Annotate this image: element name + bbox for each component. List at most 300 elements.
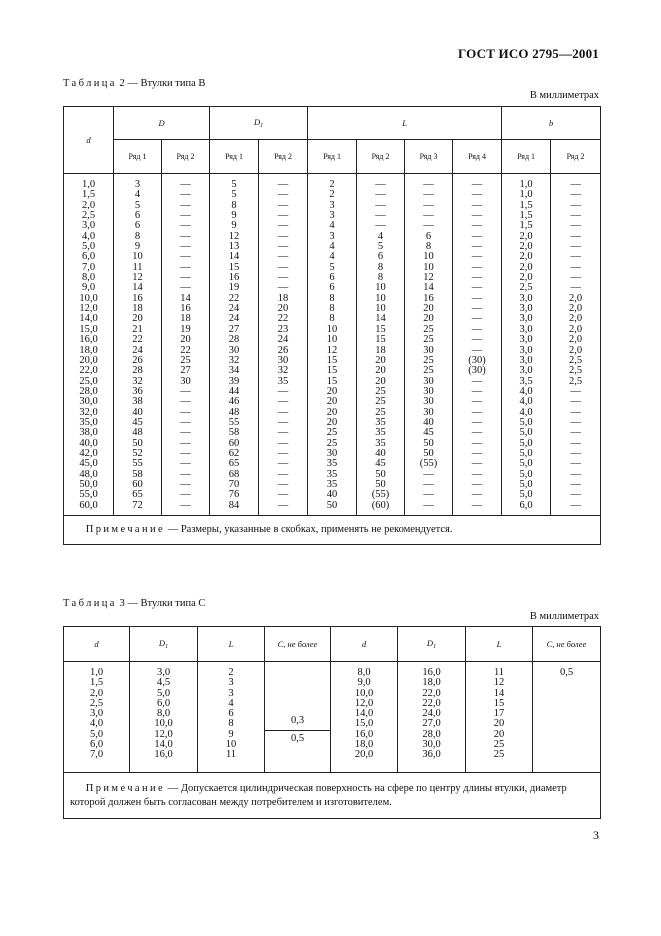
t2-cell: 25 [375, 406, 386, 418]
t2-col-D-r1 [114, 174, 162, 516]
t2-cell: — [180, 489, 191, 501]
t2-cell: 2,5 [519, 282, 533, 294]
t3-cell: 17 [493, 708, 505, 720]
t2-cell: — [180, 179, 191, 190]
t2-cell: 2,0 [519, 230, 533, 242]
t2-cell: — [471, 303, 483, 315]
t2-cell: 5,0 [519, 427, 533, 439]
t3-cell: 2,0 [89, 687, 104, 699]
t2-cell: 15 [326, 375, 338, 387]
t2-cell: 30,0 [79, 396, 98, 408]
t2-cell: 4 [329, 251, 335, 263]
t2-cell: — [180, 458, 191, 470]
t2-cell: 2,0 [569, 303, 583, 315]
t3-col-C-right: 0,5 [533, 662, 601, 773]
t2-cell: — [471, 458, 483, 470]
t2-cell: 32 [228, 354, 240, 366]
t2-cell: 15 [375, 323, 386, 335]
t2-cell: 19 [228, 282, 240, 294]
t2-cell: 18 [180, 313, 191, 325]
t2-cell: 14,0 [79, 313, 98, 325]
t2-cell: 32 [132, 375, 143, 387]
t2-cell: 55,0 [79, 489, 98, 501]
t2-cell: — [471, 282, 483, 294]
t2-cell: — [423, 179, 434, 190]
t2-cell: 6 [329, 282, 335, 294]
t2-cell: 22,0 [79, 365, 98, 377]
t2-cell: 2,5 [569, 354, 583, 366]
t2-cell: — [570, 458, 581, 470]
t2-col-D1-r2 [259, 174, 308, 516]
t2-head-d: d [64, 107, 114, 174]
t2-cell: 5,0 [519, 468, 533, 480]
t2-cell: — [180, 230, 191, 242]
t2-cell: 36 [132, 385, 143, 397]
t3-cell: 3,0 [156, 667, 171, 678]
t2-cell: 26 [277, 344, 289, 356]
t2-cell: 13 [228, 241, 240, 253]
t2-cell: — [570, 489, 581, 501]
t3-col-d-right [331, 662, 398, 773]
t3-cell: 20,0 [354, 749, 374, 761]
t2-cell: 25 [423, 354, 434, 366]
t2-cell: — [277, 385, 289, 397]
t2-cell: 35 [375, 427, 386, 439]
t2-cell: 4,0 [519, 396, 533, 408]
t2-head-D1-sub: 1 [260, 123, 264, 129]
table2-units: В миллиметрах [529, 90, 599, 101]
t3-col-d-left [64, 662, 130, 773]
t2-cell: 50 [375, 468, 386, 480]
t2-cell: (30) [468, 354, 486, 366]
t2-cell: 25 [326, 437, 338, 449]
t3-cell: 16,0 [422, 667, 441, 678]
t2-head-b: b [502, 107, 601, 140]
t2-cell: 25 [180, 354, 191, 366]
t3-head-D1-right-sub: 1 [433, 644, 437, 650]
t3-cell: 16,0 [154, 749, 173, 761]
t3-cell: 8,0 [357, 667, 371, 678]
t2-cell: 35 [375, 416, 386, 428]
t2-col-b-r2 [551, 174, 601, 516]
t2-cell: 2,0 [569, 334, 583, 346]
table2-caption-prefix: Таблица [63, 78, 117, 89]
t2-cell: 30 [423, 406, 434, 418]
t2-cell: 28 [228, 334, 240, 346]
t2-cell: 20 [180, 334, 191, 346]
document-header: ГОСТ ИСО 2795—2001 [458, 46, 599, 61]
t2-cell: — [277, 179, 289, 190]
t2-cell: — [423, 210, 434, 222]
t3-cell: 20 [493, 718, 505, 730]
t2-cell: 22 [277, 313, 289, 325]
t2-cell: 5,0 [81, 241, 96, 253]
t2-cell: 9 [134, 241, 141, 253]
t2-cell: 3 [329, 210, 335, 222]
t2-cell: 22 [132, 334, 143, 346]
t2-cell: 55 [132, 458, 143, 470]
t2-cell: 60,0 [79, 499, 98, 511]
t2-cell: — [471, 334, 483, 346]
t2-cell: 5 [231, 189, 237, 201]
t2-cell: — [471, 385, 483, 397]
t3-head-C-right: C, не более [533, 627, 601, 662]
t2-cell: 6 [425, 230, 432, 242]
t2-cell: 3,0 [519, 323, 533, 335]
t2-cell: 35 [375, 437, 386, 449]
t2-cell: 27 [180, 365, 191, 377]
t2-cell: 2,5 [569, 375, 583, 387]
t2-cell: 30 [423, 375, 434, 387]
t2-cell: 5,0 [519, 416, 533, 428]
t2-cell: 40 [423, 416, 434, 428]
t2-sub-6: Ряд 3 [405, 140, 453, 174]
t2-cell: — [277, 437, 289, 449]
t2-cell: 40 [132, 406, 143, 418]
t2-cell: 3,0 [519, 313, 533, 325]
t2-head-L: L [308, 107, 502, 140]
t2-cell: 25 [326, 427, 338, 439]
t2-cell: — [471, 375, 483, 387]
t2-cell: — [277, 230, 289, 242]
t2-col-b-r1 [502, 174, 551, 516]
t2-cell: — [180, 447, 191, 459]
t2-cell: — [180, 251, 191, 263]
t2-cell: 12 [326, 344, 338, 356]
t2-cell: — [277, 199, 289, 211]
t3-note-prefix: Примечание [85, 782, 166, 794]
t2-cell: 20 [423, 313, 434, 325]
t3-cell: 6,0 [156, 697, 171, 709]
t2-cell: 20,0 [79, 354, 98, 366]
t2-cell: — [471, 468, 483, 480]
t3-cell: 4,0 [89, 718, 104, 730]
t3-cell: 12 [493, 677, 505, 689]
t2-cell: 3,0 [519, 344, 533, 356]
t3-cell: 30,0 [422, 739, 441, 751]
t3-cell: 3 [228, 687, 234, 699]
t3-C-left-1: 0,3 [265, 662, 330, 731]
t2-cell: — [277, 241, 289, 253]
t2-cell: 25 [423, 323, 434, 335]
t3-cell: 3,0 [89, 708, 104, 720]
t2-cell: 15 [228, 261, 240, 273]
t2-cell: 3,5 [519, 375, 533, 387]
t2-cell: 48,0 [79, 468, 98, 480]
t3-head-D1-left-sub: 1 [165, 644, 169, 650]
t2-sub-2: Ряд 1 [210, 140, 259, 174]
t2-cell: 9 [231, 220, 237, 232]
t2-cell: — [180, 241, 191, 253]
t3-body-row [64, 662, 601, 773]
t2-cell: — [180, 189, 191, 201]
t2-cell: — [277, 210, 289, 222]
t2-cell: 52 [132, 447, 143, 459]
t2-cell: 18 [132, 303, 143, 315]
t2-cell: — [180, 406, 191, 418]
t2-cell: — [277, 272, 289, 284]
t2-cell: 45,0 [79, 458, 98, 470]
t2-cell: 14 [180, 292, 191, 304]
table3-caption-prefix: Таблица [63, 598, 117, 609]
t2-cell: — [277, 251, 289, 263]
t2-cell: 5,0 [519, 437, 533, 449]
t2-cell: 10 [326, 334, 338, 346]
t2-cell: 8 [377, 261, 384, 273]
t2-cell: — [570, 468, 581, 480]
t2-cell: 25,0 [79, 375, 98, 387]
t2-cell: 10,0 [79, 292, 98, 304]
t3-C-left-2: 0,5 [290, 733, 305, 744]
t2-cell: — [180, 220, 191, 232]
t3-cell: 25 [493, 749, 505, 761]
t3-cell: 2,5 [89, 697, 104, 709]
t2-cell: — [180, 396, 191, 408]
t2-cell: 45 [132, 416, 143, 428]
t2-sub-9: Ряд 2 [551, 140, 601, 174]
t2-cell: 60 [132, 478, 143, 490]
t3-cell: 18,0 [422, 677, 441, 689]
t2-cell: — [471, 396, 483, 408]
t2-sub-1: Ряд 2 [162, 140, 210, 174]
t2-cell: — [180, 478, 191, 490]
t2-cell: — [570, 499, 581, 511]
t2-cell: — [180, 437, 191, 449]
t2-cell: 39 [228, 375, 240, 387]
t2-cell: 50 [423, 437, 434, 449]
t3-cell: 25 [493, 739, 505, 751]
t2-cell: 32,0 [79, 406, 98, 418]
t2-cell: 2,0 [519, 272, 533, 284]
t2-cell: — [423, 468, 434, 480]
t2-cell: 23 [277, 323, 289, 335]
t2-cell: — [570, 427, 581, 439]
t2-cell: — [570, 385, 581, 397]
t2-cell: 30 [423, 344, 434, 356]
t2-cell: — [570, 241, 581, 253]
t2-note [64, 516, 601, 545]
t2-sub-3: Ряд 2 [259, 140, 308, 174]
t2-cell: 30 [423, 396, 434, 408]
t2-body-row [64, 174, 601, 516]
t2-cell: 2,5 [81, 210, 96, 222]
t2-cell: — [471, 230, 483, 242]
t2-cell: 16 [423, 292, 434, 304]
t2-cell: 6,0 [81, 251, 96, 263]
t2-cell: 40 [375, 447, 386, 459]
t2-col-D-r2 [162, 174, 210, 516]
t2-cell: — [375, 199, 386, 211]
t2-cell: 5 [377, 241, 384, 253]
t2-cell: 44 [228, 385, 240, 397]
t2-cell: — [471, 489, 483, 501]
t2-cell: 3 [329, 199, 335, 211]
t2-col-L-r4 [453, 174, 502, 516]
t3-cell: 15 [493, 697, 505, 709]
t2-cell: — [570, 199, 581, 211]
t2-cell: 1,5 [81, 189, 96, 201]
t2-cell: — [423, 478, 434, 490]
t3-head-D1-right [398, 627, 466, 662]
t2-cell: 12,0 [79, 303, 98, 315]
t2-cell: 20 [326, 406, 338, 418]
t2-cell: — [180, 468, 191, 480]
t3-col-L-left [198, 662, 265, 773]
t3-cell: 14,0 [354, 708, 374, 720]
t2-cell: 18 [375, 344, 386, 356]
t3-cell: 11 [225, 749, 237, 761]
t3-cell: 7,0 [89, 749, 104, 761]
t2-cell: — [570, 272, 581, 284]
t2-cell: — [471, 406, 483, 418]
t2-cell: 4,0 [519, 406, 533, 418]
t2-cell: 4,0 [81, 230, 96, 242]
t3-cell: 1,5 [89, 677, 104, 689]
t2-cell: 20 [423, 303, 434, 315]
t2-cell: — [570, 230, 581, 242]
t2-cell: 16,0 [79, 334, 98, 346]
t3-cell: 5,0 [89, 728, 104, 740]
t3-head-d-left: d [64, 627, 130, 662]
t2-sub-5: Ряд 2 [357, 140, 405, 174]
t2-cell: 24 [132, 344, 143, 356]
t2-cell: 2,0 [81, 199, 96, 211]
t2-cell: 15 [375, 334, 386, 346]
t3-cell: 9 [228, 728, 234, 740]
t2-cell: 25 [375, 385, 386, 397]
t2-cell: 2 [329, 179, 335, 190]
t2-cell: 20 [375, 365, 386, 377]
t2-cell: — [471, 189, 483, 201]
t2-cell: — [471, 447, 483, 459]
t3-cell: 2 [228, 667, 234, 678]
t3-cell: 8,0 [156, 708, 171, 720]
t2-cell: 14 [375, 313, 386, 325]
t3-cell: 16,0 [354, 728, 374, 740]
t2-cell: — [471, 272, 483, 284]
t2-note-text: — Размеры, указанные в скобках, применять не рекомендуется. [165, 524, 453, 535]
t2-cell: 7,0 [81, 261, 96, 273]
t2-cell: 28,0 [79, 385, 98, 397]
t3-cell: 15,0 [354, 718, 374, 730]
t2-cell: 30 [277, 354, 289, 366]
t2-col-D1-r1 [210, 174, 259, 516]
t2-cell: 4 [329, 220, 335, 232]
t3-cell: 1,0 [89, 667, 104, 678]
t2-cell: — [471, 251, 483, 263]
t2-cell: — [471, 416, 483, 428]
t2-cell: — [471, 199, 483, 211]
t2-cell: 8 [425, 241, 432, 253]
t2-cell: 16 [180, 303, 191, 315]
t2-cell: 18 [277, 292, 289, 304]
t2-cell: — [471, 478, 483, 490]
t2-cell: 22 [180, 344, 191, 356]
t2-cell: 5,0 [519, 478, 533, 490]
t2-cell: 48 [228, 406, 240, 418]
t2-cell: 3,0 [519, 303, 533, 315]
t3-head-d-right: d [331, 627, 398, 662]
t2-cell: — [471, 179, 483, 190]
t2-cell: — [180, 416, 191, 428]
t2-cell: — [277, 427, 289, 439]
t2-cell: 50 [326, 499, 338, 511]
t2-cell: 15 [326, 354, 338, 366]
t2-cell: (30) [468, 365, 486, 377]
t3-head-D1-left [130, 627, 198, 662]
t2-cell: — [471, 210, 483, 222]
t2-cell: 5 [231, 179, 237, 190]
t2-cell: 4 [134, 189, 141, 201]
t3-cell: 36,0 [422, 749, 441, 761]
t2-cell: 2,5 [569, 365, 583, 377]
t3-cell: 11 [493, 667, 505, 678]
t2-cell: — [180, 499, 191, 511]
t2-cell: 15,0 [79, 323, 98, 335]
t2-cell: — [277, 447, 289, 459]
t2-cell: 62 [228, 447, 240, 459]
t2-cell: 30 [423, 385, 434, 397]
t2-cell: 10 [326, 323, 338, 335]
t2-cell: 20 [375, 354, 386, 366]
t2-cell: 50 [423, 447, 434, 459]
t2-cell: 42,0 [79, 447, 98, 459]
t2-cell: 2,0 [519, 241, 533, 253]
t2-cell: 30 [180, 375, 191, 387]
t2-cell: — [570, 261, 581, 273]
t2-cell: — [570, 210, 581, 222]
t2-cell: — [375, 189, 386, 201]
t2-cell: 55 [228, 416, 240, 428]
t2-cell: 20 [326, 385, 338, 397]
table3-units: В миллиметрах [529, 611, 599, 622]
t2-cell: — [570, 447, 581, 459]
t2-cell: 5,0 [519, 447, 533, 459]
t2-cell: 30 [228, 344, 240, 356]
t2-cell: — [277, 458, 289, 470]
t3-head-D1-left-main: D [158, 638, 166, 648]
t2-cell: — [423, 199, 434, 211]
t2-cell: 14 [423, 282, 434, 294]
t3-cell: 6 [228, 708, 234, 720]
t3-cell: 4,5 [156, 677, 171, 689]
t2-cell: 50 [375, 478, 386, 490]
t2-cell: 84 [228, 499, 240, 511]
t2-cell: 5,0 [519, 458, 533, 470]
t2-cell: — [277, 416, 289, 428]
t2-cell: 2,0 [569, 323, 583, 335]
page-number: 3 [593, 828, 599, 842]
t2-cell: 8 [231, 199, 237, 211]
t2-cell: — [471, 261, 483, 273]
t2-cell: 9,0 [81, 282, 96, 294]
t2-cell: 2 [329, 189, 335, 201]
t2-cell: 11 [132, 261, 143, 273]
t2-cell: 28 [132, 365, 143, 377]
t2-head-D: D [114, 107, 210, 140]
t3-col-D1-left [130, 662, 198, 773]
t2-cell: — [570, 189, 581, 201]
t2-cell: — [570, 478, 581, 490]
t2-cell: 8 [134, 230, 141, 242]
t2-cell: 3,0 [81, 220, 96, 232]
t2-cell: 30 [326, 447, 338, 459]
t2-cell: 25 [423, 334, 434, 346]
table2-caption [63, 78, 205, 89]
t3-cell: 12,0 [354, 697, 374, 709]
t2-cell: 38,0 [79, 427, 98, 439]
t2-cell: 12 [228, 230, 240, 242]
